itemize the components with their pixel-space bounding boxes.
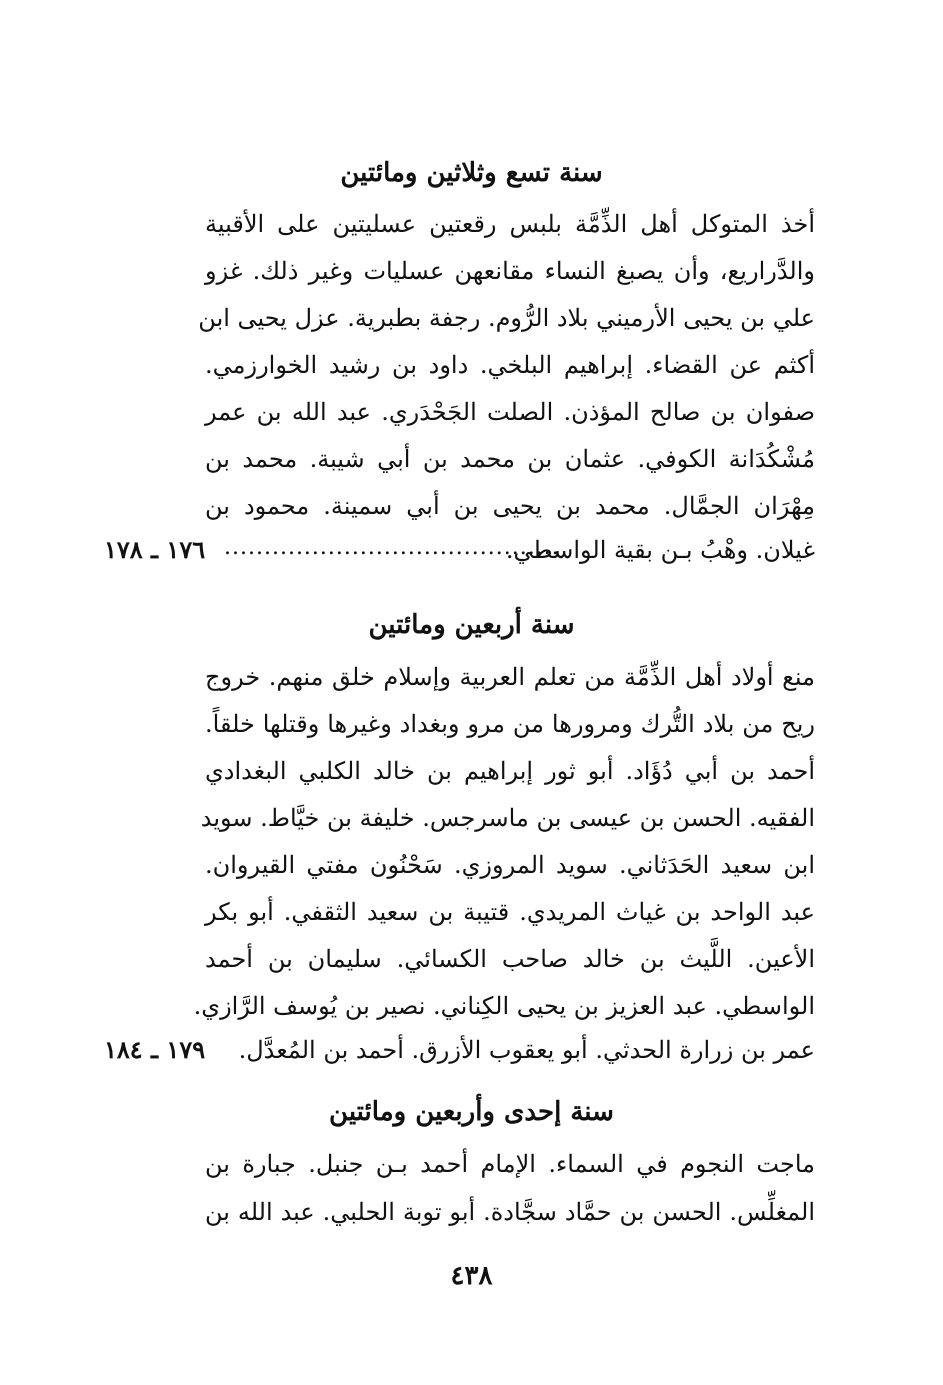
- text-line: مِهْرَان الجمَّال. محمد بن يحيى بن أبي سمينة. محمود بن: [205, 492, 815, 520]
- text-line: أخذ المتوكل أهل الذِّمَّة بلبس رقعتين عسليتين على الأقبية: [205, 210, 815, 238]
- text-line: ريح من بلاد التُّرك ومرورها من مرو وبغداد وغيرها وقتلها خلقاً.: [205, 710, 815, 738]
- text-line: علي بن يحيى الأرميني بلاد الرُّوم. رجفة بطبرية. عزل يحيى ابن: [198, 304, 815, 332]
- text-line: عمر بن زرارة الحدثي. أبو يعقوب الأزرق. أحمد بن المُعدَّل.: [238, 1036, 815, 1064]
- page-number: ٤٣٨: [450, 1261, 493, 1291]
- text-line: غيلان. وهْبُ بـن بقية الواسطي.: [505, 536, 815, 564]
- text-line: منع أولاد أهل الذِّمَّة من تعلم العربية وإسلام خلق منهم. خروج: [205, 663, 815, 691]
- text-line: أحمد بن أبي دُؤَاد. أبو ثور إبراهيم بن خالد الكلبي البغدادي: [205, 757, 815, 785]
- text-line: عبد الواحد بن غياث المريدي. قتيبة بن سعيد الثقفي. أبو بكر: [205, 898, 815, 926]
- text-line: ماجت النجوم في السماء. الإمام أحمد بـن جنبل. جبارة بن: [205, 1150, 815, 1178]
- section-title: سنة إحدى وأربعين ومائتين: [329, 1097, 614, 1127]
- text-line: صفوان بن صالح المؤذن. الصلت الجَحْدَري. عبد الله بن عمر: [205, 398, 815, 426]
- text-line: والدَّراريع، وأن يصبغ النساء مقانعهن عسليات وغير ذلك. غزو: [205, 257, 815, 285]
- text-line: الفقيه. الحسن بن عيسى بن ماسرجس. خليفة بن خيَّاط. سويد: [200, 804, 815, 832]
- page-range: ١٧٦ ـ ١٧٨: [104, 535, 206, 564]
- text-line: المغلِّس. الحسن بن حمَّاد سجَّادة. أبو توبة الحلبي. عبد الله بن: [205, 1198, 815, 1226]
- text-line: الواسطي. عبد العزيز بن يحيى الكِناني. نصير بن يُوسف الرَّازي.: [193, 992, 815, 1020]
- section-title: سنة تسع وثلاثين ومائتين: [340, 158, 603, 188]
- text-line: الأعين. اللَّيث بن خالد صاحب الكسائي. سليمان بن أحمد: [205, 945, 815, 973]
- leader-dots: ..........................................: [224, 535, 560, 560]
- section-title: سنة أربعين ومائتين: [368, 610, 575, 640]
- text-line: ابن سعيد الحَدَثاني. سويد المروزي. سَحْنُون مفتي القيروان.: [205, 851, 815, 879]
- page-range: ١٧٩ ـ ١٨٤: [104, 1035, 206, 1064]
- text-line: أكثم عن القضاء. إبراهيم البلخي. داود بن رشيد الخوارزمي.: [205, 351, 815, 379]
- text-line: مُشْكُدَانة الكوفي. عثمان بن محمد بن أبي شيبة. محمد بن: [205, 445, 815, 473]
